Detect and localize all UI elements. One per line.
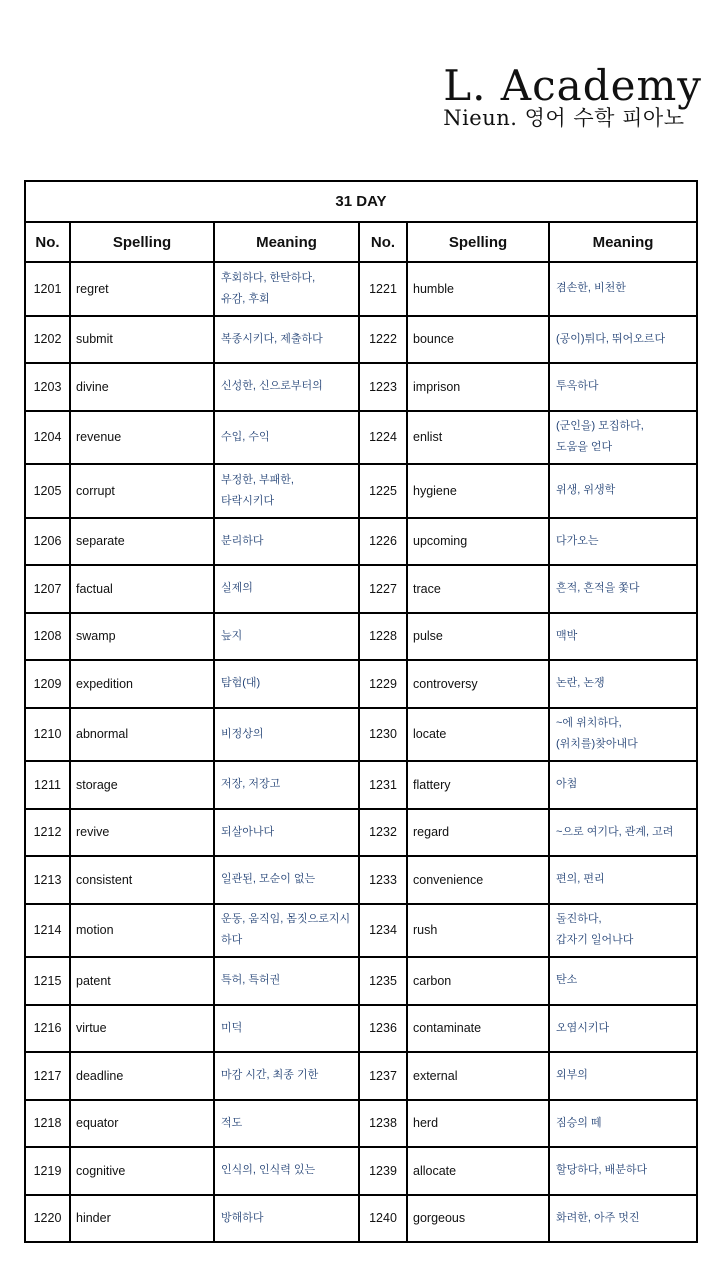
word-meaning: 비정상의: [214, 708, 359, 762]
word-number: 1218: [25, 1100, 70, 1148]
word-meaning: 신성한, 신으로부터의: [214, 363, 359, 411]
word-spelling: controversy: [407, 660, 549, 708]
word-spelling: patent: [70, 957, 214, 1005]
academy-logo: [443, 61, 702, 130]
word-meaning: 투옥하다: [549, 363, 697, 411]
word-number: 1222: [359, 316, 407, 364]
word-number: 1206: [25, 518, 70, 566]
word-number: 1217: [25, 1052, 70, 1100]
word-number: 1215: [25, 957, 70, 1005]
vocab-row: [25, 262, 697, 316]
vocab-row: [25, 613, 697, 661]
word-spelling: hygiene: [407, 464, 549, 518]
word-spelling: gorgeous: [407, 1195, 549, 1243]
vocab-row: [25, 1100, 697, 1148]
vocab-row: [25, 464, 697, 518]
word-meaning: 외부의: [549, 1052, 697, 1100]
word-spelling: contaminate: [407, 1005, 549, 1053]
word-meaning: 흔적, 흔적을 쫓다: [549, 565, 697, 613]
word-spelling: convenience: [407, 856, 549, 904]
word-meaning: 적도: [214, 1100, 359, 1148]
word-meaning: 논란, 논쟁: [549, 660, 697, 708]
word-number: 1216: [25, 1005, 70, 1053]
word-number: 1226: [359, 518, 407, 566]
vocab-row: [25, 565, 697, 613]
word-meaning: 늪지: [214, 613, 359, 661]
word-number: 1202: [25, 316, 70, 364]
word-spelling: trace: [407, 565, 549, 613]
word-meaning: 겸손한, 비천한: [549, 262, 697, 316]
word-meaning: 특허, 특허권: [214, 957, 359, 1005]
word-meaning: ~으로 여기다, 관계, 고려: [549, 809, 697, 857]
word-spelling: corrupt: [70, 464, 214, 518]
word-spelling: enlist: [407, 411, 549, 465]
word-number: 1201: [25, 262, 70, 316]
word-spelling: divine: [70, 363, 214, 411]
word-number: 1224: [359, 411, 407, 465]
vocab-row: [25, 809, 697, 857]
word-spelling: motion: [70, 904, 214, 958]
word-meaning: [549, 904, 697, 958]
word-spelling: swamp: [70, 613, 214, 661]
vocab-row: [25, 1195, 697, 1243]
word-meaning-line: 유감, 후회: [221, 292, 270, 305]
word-meaning: 오염시키다: [549, 1005, 697, 1053]
word-number: 1238: [359, 1100, 407, 1148]
word-meaning: 편의, 편리: [549, 856, 697, 904]
word-meaning-line: 타락시키다: [221, 494, 275, 507]
vocab-row: [25, 1005, 697, 1053]
word-number: 1210: [25, 708, 70, 762]
word-number: 1204: [25, 411, 70, 465]
vocab-row: [25, 316, 697, 364]
word-spelling: imprison: [407, 363, 549, 411]
vocab-row: [25, 1147, 697, 1195]
vocab-table: [24, 180, 698, 1243]
word-spelling: pulse: [407, 613, 549, 661]
word-meaning-line: 갑자기 일어나다: [556, 934, 634, 947]
word-spelling: carbon: [407, 957, 549, 1005]
word-meaning: 인식의, 인식력 있는: [214, 1147, 359, 1195]
word-meaning: 분리하다: [214, 518, 359, 566]
word-spelling: herd: [407, 1100, 549, 1148]
word-spelling: bounce: [407, 316, 549, 364]
word-spelling: rush: [407, 904, 549, 958]
word-meaning: 탐험(대): [214, 660, 359, 708]
word-number: 1227: [359, 565, 407, 613]
word-spelling: cognitive: [70, 1147, 214, 1195]
vocab-row: [25, 411, 697, 465]
word-meaning: 화려한, 아주 멋진: [549, 1195, 697, 1243]
word-meaning: 아첨: [549, 761, 697, 809]
word-meaning-line: 운동, 움직임, 몸짓으로지시: [221, 913, 351, 926]
word-number: 1223: [359, 363, 407, 411]
word-meaning-line: (위치를)찾아내다: [556, 738, 638, 751]
word-meaning: 마감 시간, 최종 기한: [214, 1052, 359, 1100]
word-spelling: revive: [70, 809, 214, 857]
word-number: 1231: [359, 761, 407, 809]
header-meaning: Meaning: [549, 222, 697, 262]
word-meaning-line: 하다: [221, 934, 243, 947]
word-meaning: (공이)튀다, 뛰어오르다: [549, 316, 697, 364]
word-number: 1220: [25, 1195, 70, 1243]
word-meaning: [549, 411, 697, 465]
word-number: 1233: [359, 856, 407, 904]
word-meaning: 탄소: [549, 957, 697, 1005]
word-spelling: virtue: [70, 1005, 214, 1053]
header-no: No.: [359, 222, 407, 262]
word-meaning-line: 부정한, 부패한,: [221, 473, 294, 486]
vocab-row: [25, 660, 697, 708]
word-number: 1207: [25, 565, 70, 613]
day-title: 31 DAY: [25, 181, 697, 222]
word-number: 1212: [25, 809, 70, 857]
word-spelling: separate: [70, 518, 214, 566]
word-meaning: 위생, 위생학: [549, 464, 697, 518]
word-meaning: 맥박: [549, 613, 697, 661]
word-meaning: [214, 464, 359, 518]
header-meaning: Meaning: [214, 222, 359, 262]
word-number: 1230: [359, 708, 407, 762]
vocab-row: [25, 708, 697, 762]
vocab-row: [25, 761, 697, 809]
word-meaning: 방해하다: [214, 1195, 359, 1243]
word-meaning: [214, 262, 359, 316]
word-spelling: factual: [70, 565, 214, 613]
word-spelling: submit: [70, 316, 214, 364]
word-spelling: deadline: [70, 1052, 214, 1100]
word-spelling: revenue: [70, 411, 214, 465]
word-meaning: 할당하다, 배분하다: [549, 1147, 697, 1195]
word-meaning: [214, 904, 359, 958]
word-meaning: 되살아나다: [214, 809, 359, 857]
word-number: 1219: [25, 1147, 70, 1195]
word-number: 1236: [359, 1005, 407, 1053]
word-spelling: equator: [70, 1100, 214, 1148]
word-number: 1240: [359, 1195, 407, 1243]
word-spelling: abnormal: [70, 708, 214, 762]
word-meaning: 수입, 수익: [214, 411, 359, 465]
word-meaning: 짐승의 떼: [549, 1100, 697, 1148]
word-number: 1205: [25, 464, 70, 518]
header-spelling: Spelling: [70, 222, 214, 262]
word-spelling: hinder: [70, 1195, 214, 1243]
vocab-row: [25, 1052, 697, 1100]
word-spelling: locate: [407, 708, 549, 762]
word-number: 1232: [359, 809, 407, 857]
word-number: 1225: [359, 464, 407, 518]
word-spelling: external: [407, 1052, 549, 1100]
word-number: 1235: [359, 957, 407, 1005]
word-spelling: storage: [70, 761, 214, 809]
word-meaning: 미덕: [214, 1005, 359, 1053]
academy-subtitle: Nieun. 영어 수학 피아노: [443, 106, 685, 130]
word-spelling: regret: [70, 262, 214, 316]
vocab-body: [25, 262, 697, 1242]
vocab-row: [25, 957, 697, 1005]
word-meaning: 실제의: [214, 565, 359, 613]
word-number: 1203: [25, 363, 70, 411]
word-spelling: expedition: [70, 660, 214, 708]
word-number: 1228: [359, 613, 407, 661]
academy-name: L. Academy: [443, 61, 702, 110]
word-meaning: 일관된, 모순이 없는: [214, 856, 359, 904]
word-number: 1213: [25, 856, 70, 904]
word-number: 1209: [25, 660, 70, 708]
word-number: 1229: [359, 660, 407, 708]
vocab-row: [25, 363, 697, 411]
word-number: 1211: [25, 761, 70, 809]
word-spelling: regard: [407, 809, 549, 857]
word-meaning: 다가오는: [549, 518, 697, 566]
word-meaning-line: 돌진하다,: [556, 913, 602, 926]
word-meaning: [549, 708, 697, 762]
word-spelling: consistent: [70, 856, 214, 904]
word-meaning: 저장, 저장고: [214, 761, 359, 809]
header-no: No.: [25, 222, 70, 262]
word-spelling: upcoming: [407, 518, 549, 566]
word-spelling: flattery: [407, 761, 549, 809]
word-meaning-line: (군인을) 모집하다,: [556, 420, 644, 433]
word-meaning-line: 후회하다, 한탄하다,: [221, 271, 316, 284]
word-spelling: humble: [407, 262, 549, 316]
word-spelling: allocate: [407, 1147, 549, 1195]
word-number: 1214: [25, 904, 70, 958]
vocab-row: [25, 518, 697, 566]
word-meaning: 복종시키다, 제출하다: [214, 316, 359, 364]
vocab-row: [25, 856, 697, 904]
word-number: 1237: [359, 1052, 407, 1100]
word-number: 1208: [25, 613, 70, 661]
word-number: 1221: [359, 262, 407, 316]
word-number: 1234: [359, 904, 407, 958]
vocab-row: [25, 904, 697, 958]
word-number: 1239: [359, 1147, 407, 1195]
word-meaning-line: ~에 위치하다,: [556, 717, 622, 730]
word-meaning-line: 도움을 얻다: [556, 441, 613, 454]
header-spelling: Spelling: [407, 222, 549, 262]
